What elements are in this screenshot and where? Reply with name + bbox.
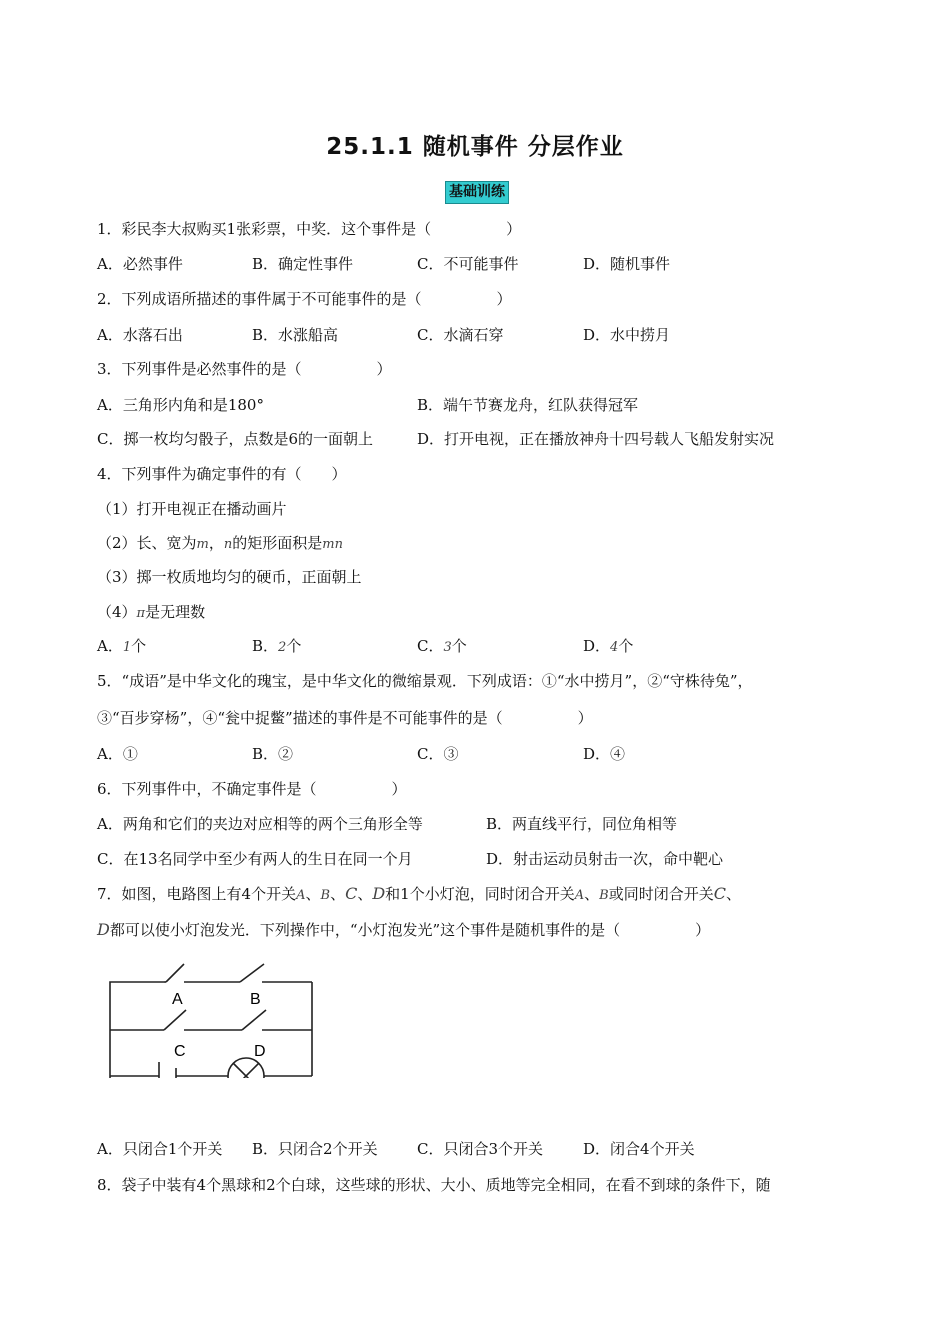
q5-option-a: A．① bbox=[97, 745, 138, 763]
q2-option-c: C．水滴石穿 bbox=[417, 326, 504, 344]
section-badge: 基础训练 bbox=[445, 181, 509, 204]
q7-stem-line1: 7．如图，电路图上有4个开关A、B、C、D和1个小灯泡，同时闭合开关A、B或同时闭合开关C、 bbox=[97, 884, 741, 903]
q2-option-d: D．水中捞月 bbox=[583, 326, 671, 344]
switch-b bbox=[240, 964, 264, 982]
q2-option-b: B．水涨船高 bbox=[252, 326, 339, 344]
q4-option-d: D．4个 bbox=[583, 637, 634, 655]
q2-stem: 2．下列成语所描述的事件属于不可能事件的是（ ） bbox=[97, 290, 512, 308]
q6-option-a: A．两角和它们的夹边对应相等的两个三角形全等 bbox=[97, 815, 423, 833]
q7-option-a: A．只闭合1个开关 bbox=[97, 1140, 223, 1158]
q7-option-c: C．只闭合3个开关 bbox=[417, 1140, 544, 1158]
var-pi: π bbox=[136, 606, 146, 621]
q7-stem-line2: D都可以使小灯泡发光．下列操作中，“小灯泡发光”这个事件是随机事件的是（ ） bbox=[97, 920, 711, 939]
q7-option-d: D．闭合4个开关 bbox=[583, 1140, 695, 1158]
q5-stem-line1: 5．“成语”是中华文化的瑰宝，是中华文化的微缩景观．下列成语：①“水中捞月”，②“守株待兔”， bbox=[97, 672, 753, 690]
q1-option-b: B．确定性事件 bbox=[252, 255, 354, 273]
q6-option-c: C．在13名同学中至少有两人的生日在同一个月 bbox=[97, 850, 413, 868]
q4-statement-2: （2）长、宽为m，n的矩形面积是mn bbox=[97, 534, 343, 552]
circuit-diagram bbox=[104, 958, 320, 1078]
q4-statement-3: （3）掷一枚质地均匀的硬币，正面朝上 bbox=[97, 568, 362, 586]
q3-option-c: C．掷一枚均匀骰子，点数是6的一面朝上 bbox=[97, 430, 374, 448]
q7-option-b: B．只闭合2个开关 bbox=[252, 1140, 378, 1158]
var-mn: mn bbox=[322, 537, 343, 552]
var-m: m bbox=[196, 537, 209, 552]
q6-option-b: B．两直线平行，同位角相等 bbox=[486, 815, 678, 833]
q1-option-c: C．不可能事件 bbox=[417, 255, 519, 273]
q2-option-a: A．水落石出 bbox=[97, 326, 183, 344]
q1-option-d: D．随机事件 bbox=[583, 255, 671, 273]
switch-c bbox=[164, 1010, 186, 1030]
label-switch-c: C bbox=[174, 1043, 186, 1060]
q1-option-a: A．必然事件 bbox=[97, 255, 183, 273]
q8-stem: 8．袋子中装有4个黑球和2个白球，这些球的形状、大小、质地等完全相同，在看不到球的条件下，随 bbox=[97, 1176, 771, 1194]
q4-option-b: B．2个 bbox=[252, 637, 302, 655]
q6-option-d: D．射击运动员射击一次，命中靶心 bbox=[486, 850, 724, 868]
q3-option-b: B．端午节赛龙舟，红队获得冠军 bbox=[417, 396, 639, 414]
q4-option-a: A．1个 bbox=[97, 637, 147, 655]
label-switch-a: A bbox=[172, 991, 183, 1008]
switch-d bbox=[242, 1010, 266, 1030]
q4-statement-1: （1）打开电视正在播动画片 bbox=[97, 500, 287, 518]
q5-option-d: D．④ bbox=[583, 745, 626, 763]
label-switch-d: D bbox=[254, 1043, 266, 1060]
q4-statement-4: （4）π是无理数 bbox=[97, 603, 206, 621]
q6-stem: 6．下列事件中，不确定事件是（ ） bbox=[97, 780, 407, 798]
q5-option-b: B．② bbox=[252, 745, 294, 763]
q3-stem: 3．下列事件是必然事件的是（ ） bbox=[97, 360, 392, 378]
q5-stem-line2: ③“百步穿杨”，④“瓮中捉鳖”描述的事件是不可能事件的是（ ） bbox=[97, 709, 593, 727]
q1-stem: 1．彩民李大叔购买1张彩票，中奖．这个事件是（ ） bbox=[97, 220, 522, 238]
var-n: n bbox=[223, 537, 233, 552]
page-title: 25.1.1 随机事件 分层作业 bbox=[326, 134, 624, 160]
q4-stem: 4．下列事件为确定事件的有（ ） bbox=[97, 465, 347, 483]
switch-a bbox=[166, 964, 184, 982]
q4-option-c: C．3个 bbox=[417, 637, 467, 655]
label-switch-b: B bbox=[250, 991, 261, 1008]
q3-option-a: A．三角形内角和是180° bbox=[97, 396, 264, 414]
q3-option-d: D．打开电视，正在播放神舟十四号载人飞船发射实况 bbox=[417, 430, 775, 448]
q5-option-c: C．③ bbox=[417, 745, 459, 763]
